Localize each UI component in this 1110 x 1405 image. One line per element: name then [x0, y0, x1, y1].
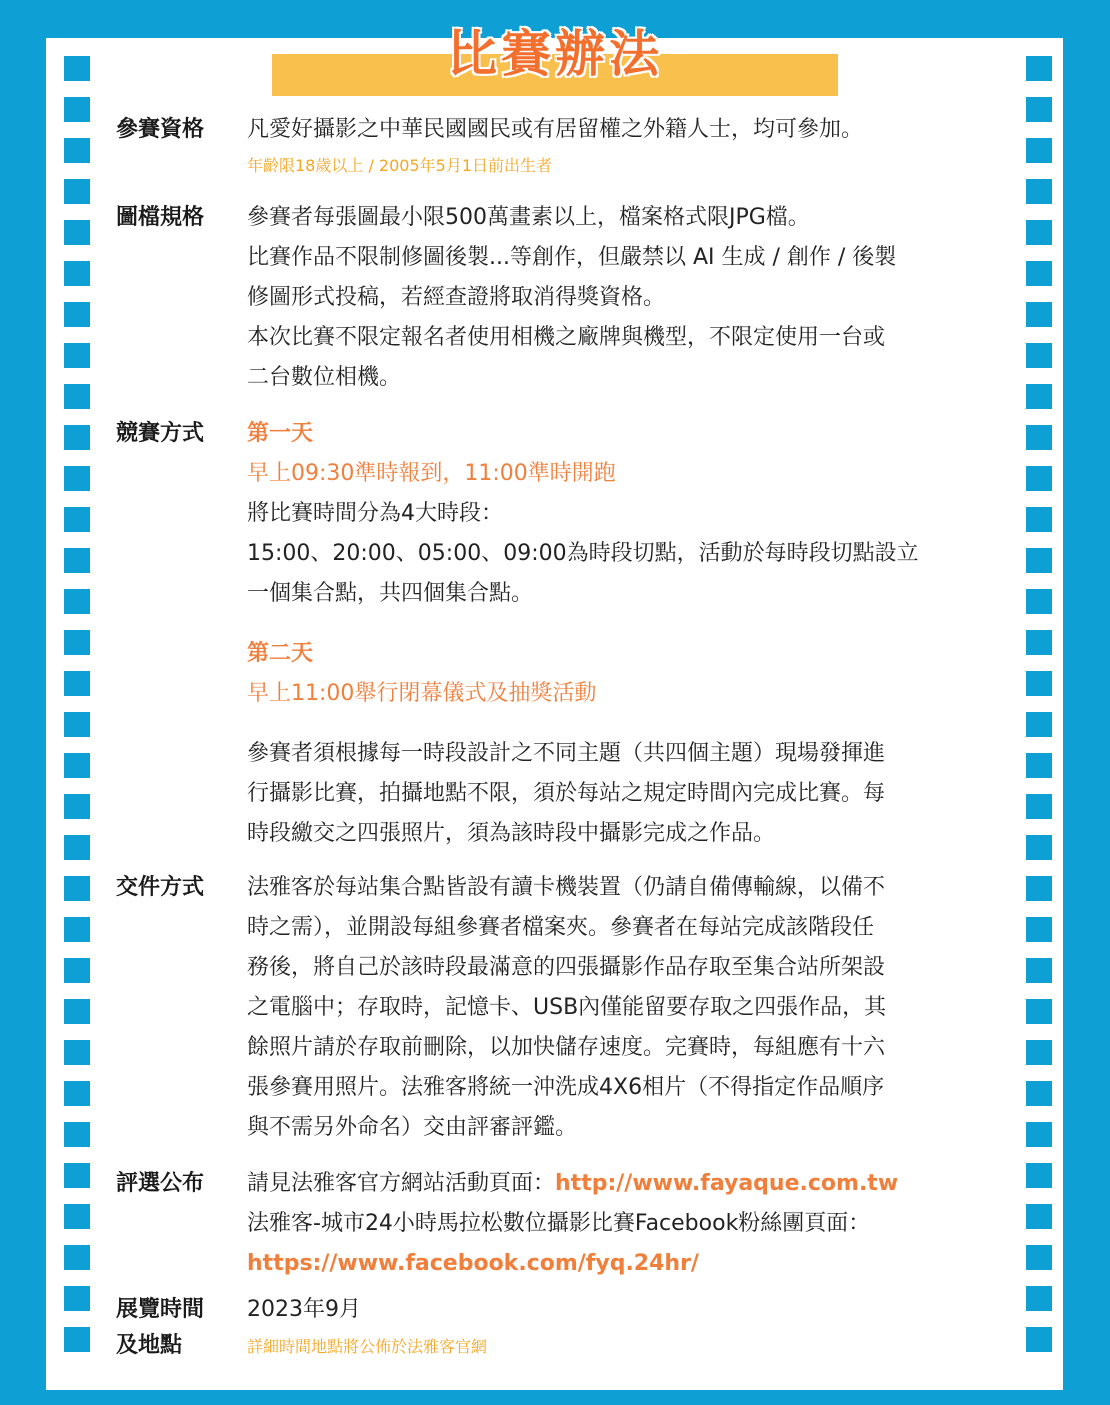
official-site-link[interactable]: http://www.fayaque.com.tw — [555, 1171, 899, 1196]
results-line-2: 法雅客-城市24小時馬拉松數位攝影比賽Facebook粉絲團頁面： — [247, 1211, 871, 1236]
film-strip-square — [1026, 425, 1052, 450]
film-strip-square — [64, 548, 90, 573]
film-strip-square — [64, 179, 90, 204]
section-label-exhibition-2: 及地點 — [116, 1333, 183, 1358]
film-strip-square — [64, 1204, 90, 1229]
film-strip-square — [64, 1122, 90, 1147]
film-strip-square — [64, 425, 90, 450]
film-strip-square — [1026, 1040, 1052, 1065]
film-strip-square — [1026, 466, 1052, 491]
film-strip-square — [1026, 1163, 1052, 1188]
film-strip-square — [1026, 876, 1052, 901]
film-strip-square — [1026, 712, 1052, 737]
film-strip-square — [64, 835, 90, 860]
film-strip-square — [1026, 958, 1052, 983]
film-strip-square — [1026, 835, 1052, 860]
film-strip-square — [1026, 1286, 1052, 1311]
submission-line: 張參賽用照片。法雅客將統一沖洗成4X6相片（不得指定作品順序 — [247, 1075, 885, 1100]
section-label-image-spec: 圖檔規格 — [116, 205, 205, 230]
film-strip-square — [1026, 1122, 1052, 1147]
film-strip-square — [64, 343, 90, 368]
facebook-link[interactable]: https://www.facebook.com/fyq.24hr/ — [247, 1251, 699, 1276]
day1-time: 早上09:30準時報到，11:00準時開跑 — [247, 461, 616, 486]
exhibition-date: 2023年9月 — [247, 1297, 361, 1322]
eligibility-line: 凡愛好攝影之中華民國國民或有居留權之外籍人士，均可參加。 — [247, 117, 864, 142]
film-strip-square — [64, 97, 90, 122]
film-strip-square — [1026, 1327, 1052, 1352]
film-strip-square — [1026, 384, 1052, 409]
film-strip-square — [64, 138, 90, 163]
film-strip-square — [1026, 261, 1052, 286]
day1-line: 15:00、20:00、05:00、09:00為時段切點，活動於每時段切點設立 — [247, 541, 919, 566]
film-strip-square — [64, 1081, 90, 1106]
film-strip-square — [1026, 507, 1052, 532]
film-strip-square — [64, 302, 90, 327]
film-strip-square — [1026, 179, 1052, 204]
day1-title: 第一天 — [247, 421, 314, 446]
submission-line: 時之需），並開設每組參賽者檔案夾。參賽者在每站完成該階段任 — [247, 915, 875, 940]
film-strip-square — [1026, 220, 1052, 245]
film-strip-square — [1026, 589, 1052, 614]
competition-rule-line: 行攝影比賽，拍攝地點不限，須於每站之規定時間內完成比賽。每 — [247, 781, 886, 806]
film-strip-square — [1026, 999, 1052, 1024]
submission-line: 法雅客於每站集合點皆設有讀卡機裝置（仍請自備傳輸線，以備不 — [247, 875, 886, 900]
film-strip-square — [64, 1163, 90, 1188]
film-strip-square — [1026, 302, 1052, 327]
exhibition-note: 詳細時間地點將公佈於法雅客官網 — [247, 1337, 488, 1356]
film-strip-square — [64, 1040, 90, 1065]
image-spec-line: 本次比賽不限定報名者使用相機之廠牌與機型，不限定使用一台或 — [247, 325, 886, 350]
day2-time: 早上11:00舉行閉幕儀式及抽獎活動 — [247, 681, 597, 706]
film-strip-square — [64, 999, 90, 1024]
image-spec-line: 參賽者每張圖最小限500萬畫素以上，檔案格式限JPG檔。 — [247, 205, 810, 230]
film-strip-square — [1026, 1245, 1052, 1270]
day1-line: 將比賽時間分為4大時段： — [247, 501, 503, 526]
results-line-1 — [247, 1164, 898, 1204]
image-spec-line: 修圖形式投稿，若經查證將取消得獎資格。 — [247, 285, 666, 310]
film-strip-square — [1026, 97, 1052, 122]
submission-line: 務後，將自己於該時段最滿意的四張攝影作品存取至集合站所架設 — [247, 955, 886, 980]
day1-line: 一個集合點，共四個集合點。 — [247, 581, 534, 606]
competition-rule-line: 參賽者須根據每一時段設計之不同主題（共四個主題）現場發揮進 — [247, 741, 886, 766]
film-strip-square — [64, 261, 90, 286]
day2-title: 第二天 — [247, 641, 314, 666]
film-strip-square — [1026, 1204, 1052, 1229]
submission-line: 之電腦中；存取時，記憶卡、USB內僅能留要存取之四張作品，其 — [247, 995, 887, 1020]
film-strip-square — [1026, 630, 1052, 655]
film-strip-square — [64, 1245, 90, 1270]
film-strip-square — [64, 220, 90, 245]
film-strip-square — [64, 794, 90, 819]
submission-line: 與不需另外命名）交由評審評鑑。 — [247, 1115, 578, 1140]
film-strip-square — [64, 712, 90, 737]
film-strip-square — [64, 958, 90, 983]
film-strip-square — [64, 1327, 90, 1352]
film-strip-square — [1026, 671, 1052, 696]
film-strip-square — [64, 1286, 90, 1311]
results-line-1-text: 請見法雅客官方網站活動頁面： — [247, 1171, 556, 1196]
film-strip-square — [64, 917, 90, 942]
film-strip-square — [64, 753, 90, 778]
film-strip-square — [64, 876, 90, 901]
submission-line: 餘照片請於存取前刪除，以加快儲存速度。完賽時，每組應有十六 — [247, 1035, 886, 1060]
film-strip-square — [1026, 1081, 1052, 1106]
film-strip-square — [64, 589, 90, 614]
film-strip-square — [64, 56, 90, 81]
image-spec-line: 比賽作品不限制修圖後製...等創作，但嚴禁以 AI 生成 / 創作 / 後製 — [247, 245, 897, 270]
left-film-strip — [64, 56, 90, 1368]
film-strip-square — [64, 630, 90, 655]
section-label-competition: 競賽方式 — [116, 421, 205, 446]
film-strip-square — [1026, 343, 1052, 368]
film-strip-square — [1026, 917, 1052, 942]
film-strip-square — [64, 507, 90, 532]
image-spec-line: 二台數位相機。 — [247, 365, 402, 390]
film-strip-square — [64, 671, 90, 696]
page-title: 比賽辦法 — [447, 25, 663, 83]
film-strip-square — [1026, 138, 1052, 163]
right-film-strip — [1026, 56, 1052, 1368]
eligibility-note: 年齡限18歲以上 / 2005年5月1日前出生者 — [247, 156, 553, 175]
section-label-results: 評選公布 — [116, 1171, 205, 1196]
section-label-submission: 交件方式 — [116, 875, 205, 900]
film-strip-square — [1026, 548, 1052, 573]
film-strip-square — [1026, 753, 1052, 778]
section-label-eligibility: 參賽資格 — [116, 117, 205, 142]
film-strip-square — [64, 466, 90, 491]
section-label-exhibition-1: 展覽時間 — [116, 1297, 205, 1322]
film-strip-square — [1026, 794, 1052, 819]
competition-rule-line: 時段繳交之四張照片，須為該時段中攝影完成之作品。 — [247, 821, 776, 846]
film-strip-square — [1026, 56, 1052, 81]
film-strip-square — [64, 384, 90, 409]
